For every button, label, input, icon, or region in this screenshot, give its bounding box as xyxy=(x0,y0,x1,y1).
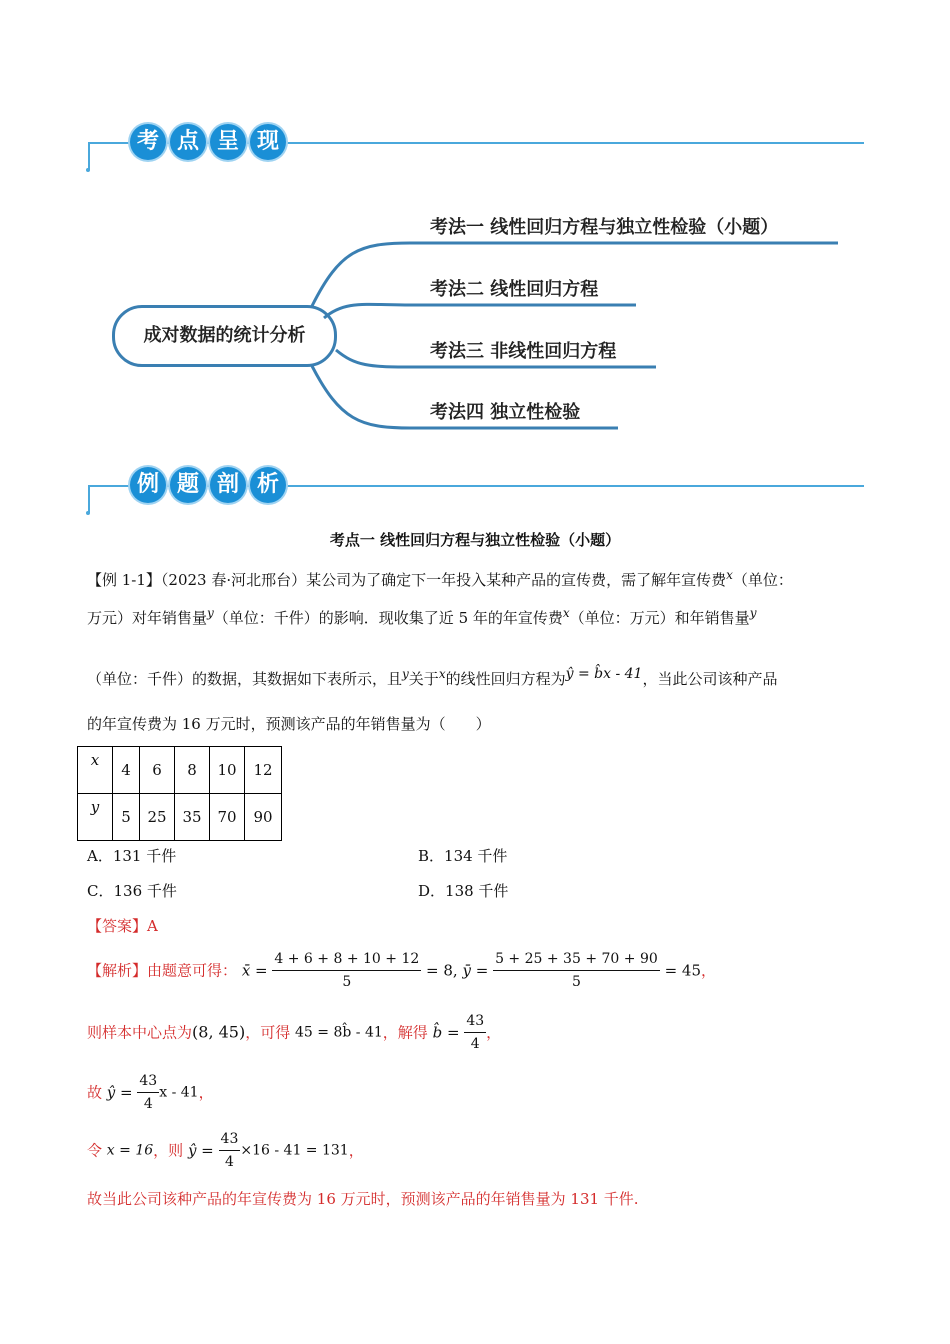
fraction-denominator: 4 xyxy=(143,1096,153,1112)
xbar-fraction xyxy=(272,948,421,993)
mindmap-branch-1: 考法一 线性回归方程与独立性检验（小题） xyxy=(430,217,779,238)
option-d: D．138 千件 xyxy=(418,882,509,900)
problem-line-3 xyxy=(87,664,777,689)
data-table xyxy=(77,746,282,841)
table-cell: y xyxy=(78,794,113,841)
table-cell: 10 xyxy=(210,747,245,794)
fraction-numerator: 43 xyxy=(464,1010,486,1033)
x-equals-16: x = 16 xyxy=(106,1142,154,1159)
problem-text: 关于 xyxy=(408,670,439,688)
analysis-text: 故 xyxy=(87,1083,103,1102)
header-char: 题 xyxy=(170,467,206,503)
punctuation: ， xyxy=(198,1083,214,1102)
analysis-line-3 xyxy=(87,1070,214,1115)
header-char: 例 xyxy=(130,467,166,503)
bhat-fraction xyxy=(464,1010,486,1055)
analysis-line-2 xyxy=(87,1010,501,1055)
mindmap-branch-4: 考法四 独立性检验 xyxy=(430,402,581,423)
header-char: 考 xyxy=(130,124,166,160)
table-row xyxy=(78,747,282,794)
yhat-lhs: ŷ = xyxy=(106,1083,133,1102)
fraction-denominator: 5 xyxy=(571,974,581,990)
center-point: (8, 45) xyxy=(192,1022,246,1042)
punctuation: ， xyxy=(348,1141,364,1160)
table-cell: 12 xyxy=(245,747,282,794)
problem-text: 【例 1-1】（2023 春·河北邢台）某公司为了确定下一年投入某种产品的宣传费，需了解年宣传费 xyxy=(87,571,727,589)
var-y: y xyxy=(749,606,757,620)
table-cell: 4 xyxy=(113,747,140,794)
header-char: 呈 xyxy=(210,124,246,160)
analysis-text: 则样本中心点为 xyxy=(87,1023,193,1042)
xbar-lhs: x̄ = xyxy=(241,961,268,980)
option-a: A．131 千件 xyxy=(87,847,177,865)
table-row xyxy=(78,794,282,841)
conclusion: 故当此公司该种产品的年宣传费为 16 万元时，预测该产品的年销售量为 131 千件. xyxy=(87,1190,639,1208)
problem-text: （单位：千件）的影响．现收集了近 5 年的年宣传费 xyxy=(213,609,563,627)
subtitle: 考点一 线性回归方程与独立性检验（小题） xyxy=(329,531,621,549)
calculation: ×16 - 41 = 131 xyxy=(240,1142,349,1159)
fraction-numerator: 43 xyxy=(219,1128,241,1151)
header-char: 点 xyxy=(170,124,206,160)
regression-equation: ŷ = b̂x - 41 xyxy=(565,666,643,682)
table-cell: 25 xyxy=(140,794,175,841)
problem-text: 万元）对年销售量 xyxy=(87,609,208,627)
header-char: 现 xyxy=(250,124,286,160)
problem-line-4: 的年宣传费为 16 万元时，预测该产品的年销售量为（ ） xyxy=(87,715,491,733)
punctuation: ， xyxy=(701,961,717,980)
table-cell: 70 xyxy=(210,794,245,841)
problem-text: （单位：千件）的数据，其数据如下表所示，且 xyxy=(87,670,403,688)
fraction-denominator: 4 xyxy=(470,1036,480,1052)
analysis-line-4 xyxy=(87,1128,364,1173)
bhat-fraction xyxy=(137,1070,159,1115)
analysis-text: ，则 xyxy=(153,1141,184,1160)
header-vertical xyxy=(88,485,90,513)
bhat-fraction xyxy=(219,1128,241,1173)
var-x: x xyxy=(726,568,733,582)
table-cell: 35 xyxy=(175,794,210,841)
header-char: 剖 xyxy=(210,467,246,503)
fraction-denominator: 4 xyxy=(224,1154,234,1170)
mindmap-branch-2: 考法二 线性回归方程 xyxy=(430,279,599,300)
var-x: x xyxy=(562,606,570,620)
yhat-lhs: ŷ = xyxy=(187,1141,214,1160)
punctuation: ， xyxy=(486,1023,502,1042)
analysis-label: 【解析】 xyxy=(87,961,148,980)
answer-label: 【答案】 xyxy=(87,917,148,935)
table-cell: 6 xyxy=(140,747,175,794)
analysis-line-1 xyxy=(87,948,716,993)
option-b: B．134 千件 xyxy=(418,847,508,865)
fraction-numerator: 5 + 25 + 35 + 70 + 90 xyxy=(493,948,660,971)
answer-value: A xyxy=(147,917,158,935)
analysis-text: 由题意可得： xyxy=(147,961,238,980)
fraction-denominator: 5 xyxy=(342,974,352,990)
table-cell: 8 xyxy=(175,747,210,794)
analysis-text: ，可得 xyxy=(245,1023,291,1042)
equation: 45 = 8b̂ - 41 xyxy=(295,1024,383,1041)
problem-text: ，当此公司该种产品 xyxy=(642,670,778,688)
problem-line-1 xyxy=(87,565,793,590)
mindmap-branch-3: 考法三 非线性回归方程 xyxy=(430,341,617,362)
analysis-text: ，解得 xyxy=(382,1023,428,1042)
ybar-fraction xyxy=(493,948,660,993)
equation-rest: x - 41 xyxy=(159,1084,199,1101)
table-cell: 90 xyxy=(245,794,282,841)
var-y: y xyxy=(402,667,409,681)
table-cell: x xyxy=(78,747,113,794)
mindmap-root: 成对数据的统计分析 xyxy=(112,305,337,367)
table-cell: 5 xyxy=(113,794,140,841)
header-char: 析 xyxy=(250,467,286,503)
option-c: C．136 千件 xyxy=(87,882,177,900)
var-x: x xyxy=(438,667,446,681)
analysis-text: 令 xyxy=(87,1141,103,1160)
ybar-rhs: = 45 xyxy=(664,961,701,980)
problem-text: （单位： xyxy=(732,571,793,589)
ybar-lhs: ȳ = xyxy=(462,961,489,980)
problem-text: 的线性回归方程为 xyxy=(445,670,566,688)
fraction-numerator: 4 + 6 + 8 + 10 + 12 xyxy=(272,948,421,971)
answer xyxy=(87,916,158,936)
fraction-numerator: 43 xyxy=(137,1070,159,1093)
problem-text: （单位：万元）和年销售量 xyxy=(569,609,750,627)
xbar-rhs: = 8, xyxy=(426,961,458,980)
header-dot xyxy=(86,511,90,515)
var-y: y xyxy=(207,606,214,620)
problem-line-2 xyxy=(87,603,756,628)
bhat-lhs: b̂ = xyxy=(432,1023,460,1042)
